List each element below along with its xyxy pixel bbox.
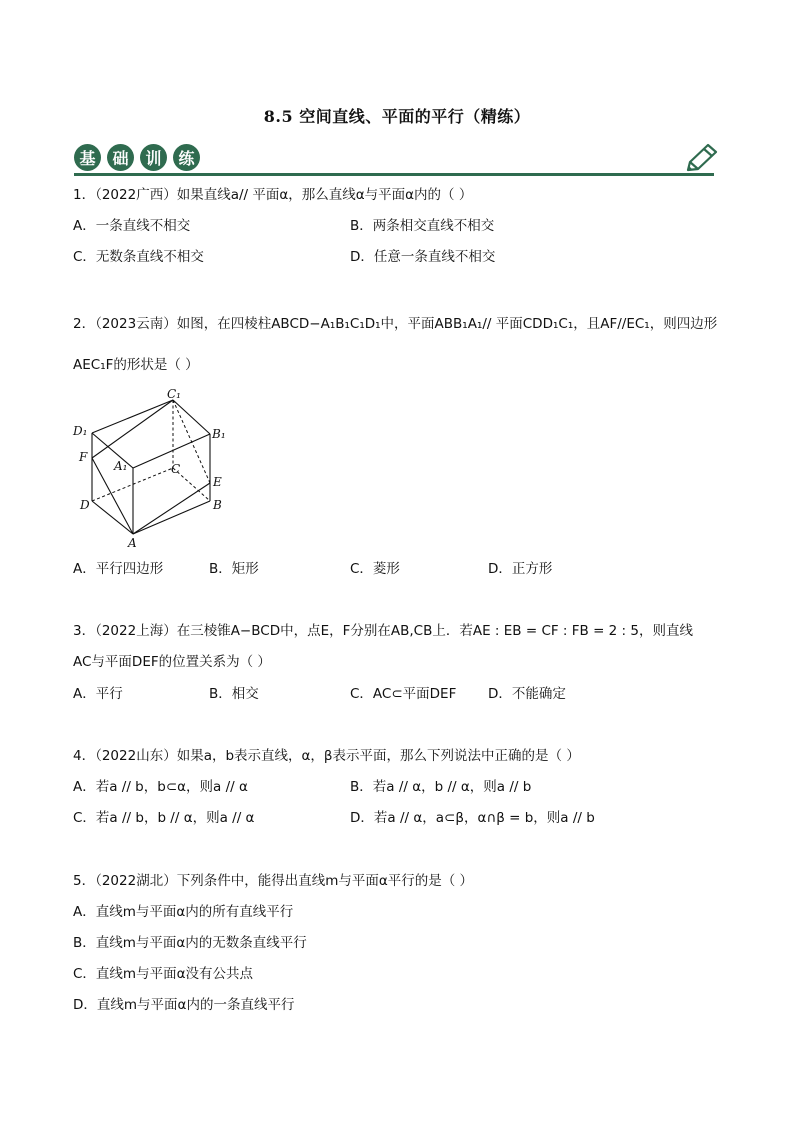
edge-d-a [92,501,133,534]
question-4-option-a: A．若a // b，b⊂α，则a // α [73,779,248,795]
question-1-stem: 1．（2022广西）如果直线a// 平面α，那么直线α与平面α内的（ ） [73,187,473,203]
label-c: C [171,462,181,476]
edge-d1-c1 [92,400,173,433]
question-2-option-c: C．菱形 [350,561,400,577]
question-5-option-c: C．直线m与平面α没有公共点 [73,966,253,982]
pencil-icon [680,142,720,176]
label-b1: B₁ [212,427,226,441]
label-d: D [80,498,90,512]
page-title: 8.5 空间直线、平面的平行（精练） [263,107,531,126]
question-2-option-b: B．矩形 [209,561,259,577]
question-1-option-b: B．两条相交直线不相交 [350,218,495,234]
section-banner [74,142,720,178]
question-3-stem: 3．（2022上海）在三棱锥A−BCD中，点E，F分别在AB,CB上．若AE : EB = CF : FB = 2 : 5，则直线 [73,623,693,639]
question-2-stem-line2: AEC₁F的形状是（ ） [73,357,199,373]
question-4-option-b: B．若a // α，b // α，则a // b [350,779,532,795]
banner-rule [74,173,714,176]
question-5-option-a: A．直线m与平面α内的所有直线平行 [73,904,294,920]
question-2-stem: 2．（2023云南）如图，在四棱柱ABCD−A₁B₁C₁D₁中，平面ABB₁A₁// 平面CDD₁C₁，且AF//EC₁，则四边形 [73,316,718,332]
question-5-option-d: D．直线m与平面α内的一条直线平行 [73,997,295,1013]
question-3-option-b: B．相交 [209,686,259,702]
question-5-option-b: B．直线m与平面α内的无数条直线平行 [73,935,307,951]
question-3-option-d: D．不能确定 [488,686,566,702]
label-a: A [128,536,137,548]
question-4-option-d: D．若a // α，a⊂β，α∩β = b，则a // b [350,810,595,826]
question-2-option-d: D．正方形 [488,561,553,577]
question-5-stem: 5．（2022湖北）下列条件中，能得出直线m与平面α平行的是（ ） [73,873,474,889]
label-d1: D₁ [73,424,88,438]
label-e: E [213,475,222,489]
question-1-option-d: D．任意一条直线不相交 [350,249,496,265]
label-f: F [79,450,88,464]
question-3-option-a: A．平行 [73,686,123,702]
banner-char-3: 训 [140,144,167,171]
label-c1: C₁ [167,388,181,401]
prism-figure [70,388,230,548]
question-4-option-c: C．若a // b，b // α，则a // α [73,810,255,826]
question-1-option-c: C．无数条直线不相交 [73,249,204,265]
label-b: B [213,498,222,512]
edge-a-b [133,501,210,534]
question-1-option-a: A．一条直线不相交 [73,218,191,234]
question-2-option-a: A．平行四边形 [73,561,164,577]
question-4-stem: 4．（2022山东）如果a，b表示直线，α，β表示平面，那么下列说法中正确的是（ ） [73,748,580,764]
banner-char-1: 基 [74,144,101,171]
segment-f-c1 [92,400,173,458]
banner-char-2: 础 [107,144,134,171]
label-a1: A₁ [114,459,128,473]
banner-char-4: 练 [173,144,200,171]
edge-c1-b1 [173,400,210,434]
question-3-option-c: C．AC⊂平面DEF [350,686,457,702]
question-3-stem-line2: AC与平面DEF的位置关系为（ ） [73,654,271,670]
